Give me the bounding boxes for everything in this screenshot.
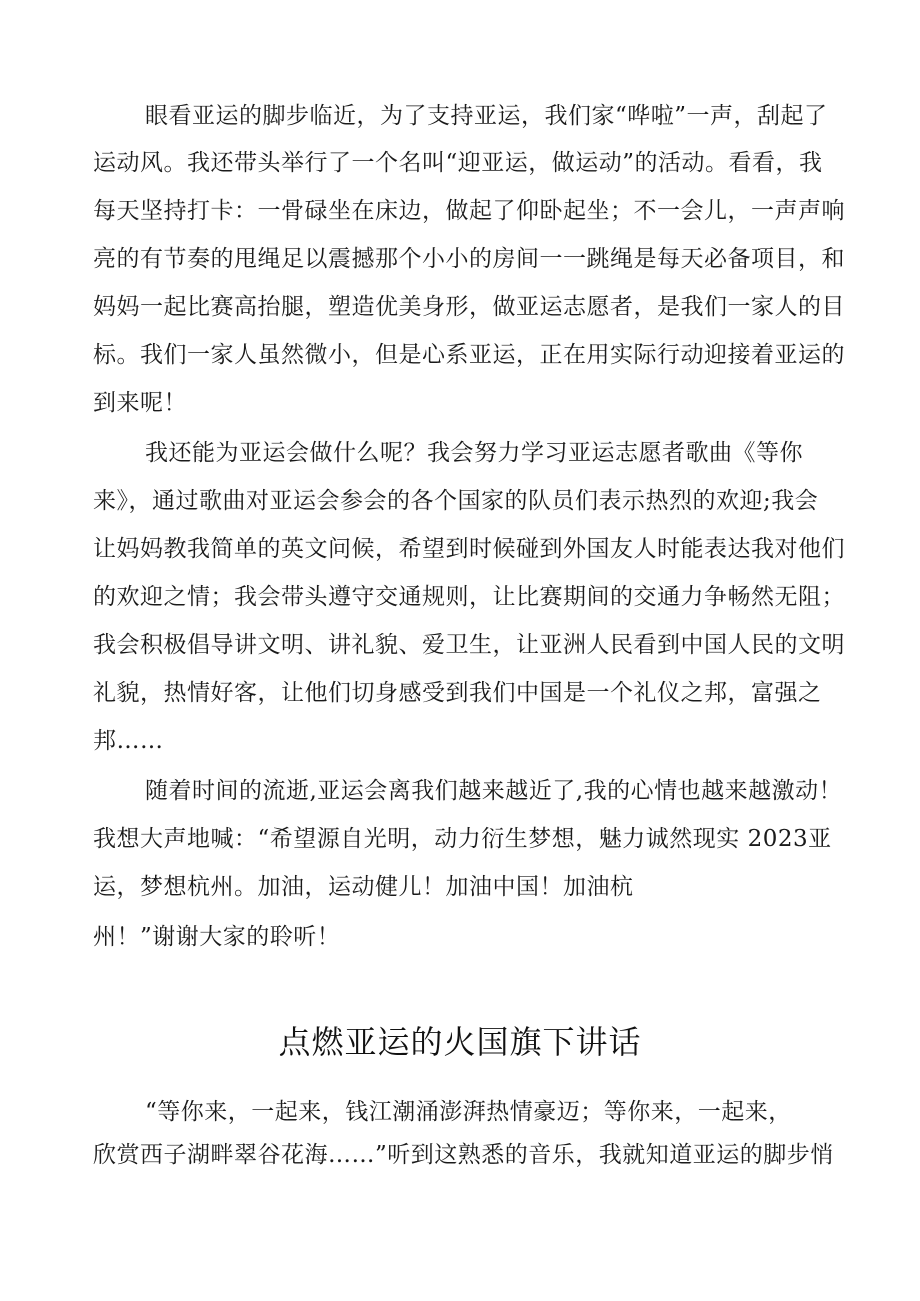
paragraph-line: 妈妈一起比赛高抬腿，塑造优美身形，做亚运志愿者，是我们一家人的目 [93,294,845,320]
paragraph-line: “等你来，一起来，钱江潮涌澎湃热情豪迈；等你来，一起来， [145,1099,792,1125]
paragraph-line: 亮的有节奏的甩绳足以震撼那个小小的房间一一跳绳是每天必备项目，和 [93,246,845,272]
paragraph-line: 礼貌，热情好客，让他们切身感受到我们中国是一个礼仪之邦，富强之 [93,680,822,706]
paragraph-line: 到来呢！ [93,390,187,416]
paragraph-line: 每天坚持打卡：一骨碌坐在床边，做起了仰卧起坐；不一会儿，一声声响 [93,198,845,224]
paragraph-line: 来》，通过歌曲对亚运会参会的各个国家的队员们表示热烈的欢迎;我会 [93,488,819,514]
paragraph-line: 标。我们一家人虽然微小，但是心系亚运，正在用实际行动迎接着亚运的 [93,342,845,368]
paragraph-line: 我会积极倡导讲文明、讲礼貌、爱卫生，让亚洲人民看到中国人民的文明 [93,632,845,658]
paragraph-line: 运，梦想杭州。加油，运动健儿！加油中国！加油杭 [93,874,634,900]
paragraph-line: 让妈妈教我简单的英文问候，希望到时候碰到外国友人时能表达我对他们 [93,536,845,562]
section-heading: 点燃亚运的火国旗下讲话 [278,1023,642,1061]
paragraph-line: 随着时间的流逝,亚运会离我们越来越近了,我的心情也越来越激动！ [145,778,843,804]
paragraph-line: 邦…… [93,728,164,754]
paragraph-line: 欣赏西子湖畔翠谷花海……”听到这熟悉的音乐，我就知道亚运的脚步悄 [93,1142,834,1168]
paragraph-line: 眼看亚运的脚步临近，为了支持亚运，我们家“哗啦”一声，刮起了 [145,103,828,129]
paragraph-line: 我想大声地喊：“希望源自光明，动力衍生梦想，魅力诚然现实 2023亚 [93,826,832,852]
paragraph-line: 我还能为亚运会做什么呢？我会努力学习亚运志愿者歌曲《等你 [145,440,803,466]
paragraph-line: 的欢迎之情；我会带头遵守交通规则，让比赛期间的交通力争畅然无阻； [93,584,845,610]
paragraph-line: 州！”谢谢大家的聆听！ [93,924,341,950]
paragraph-line: 运动风。我还带头举行了一个名叫“迎亚运，做运动”的活动。看看，我 [93,150,823,176]
